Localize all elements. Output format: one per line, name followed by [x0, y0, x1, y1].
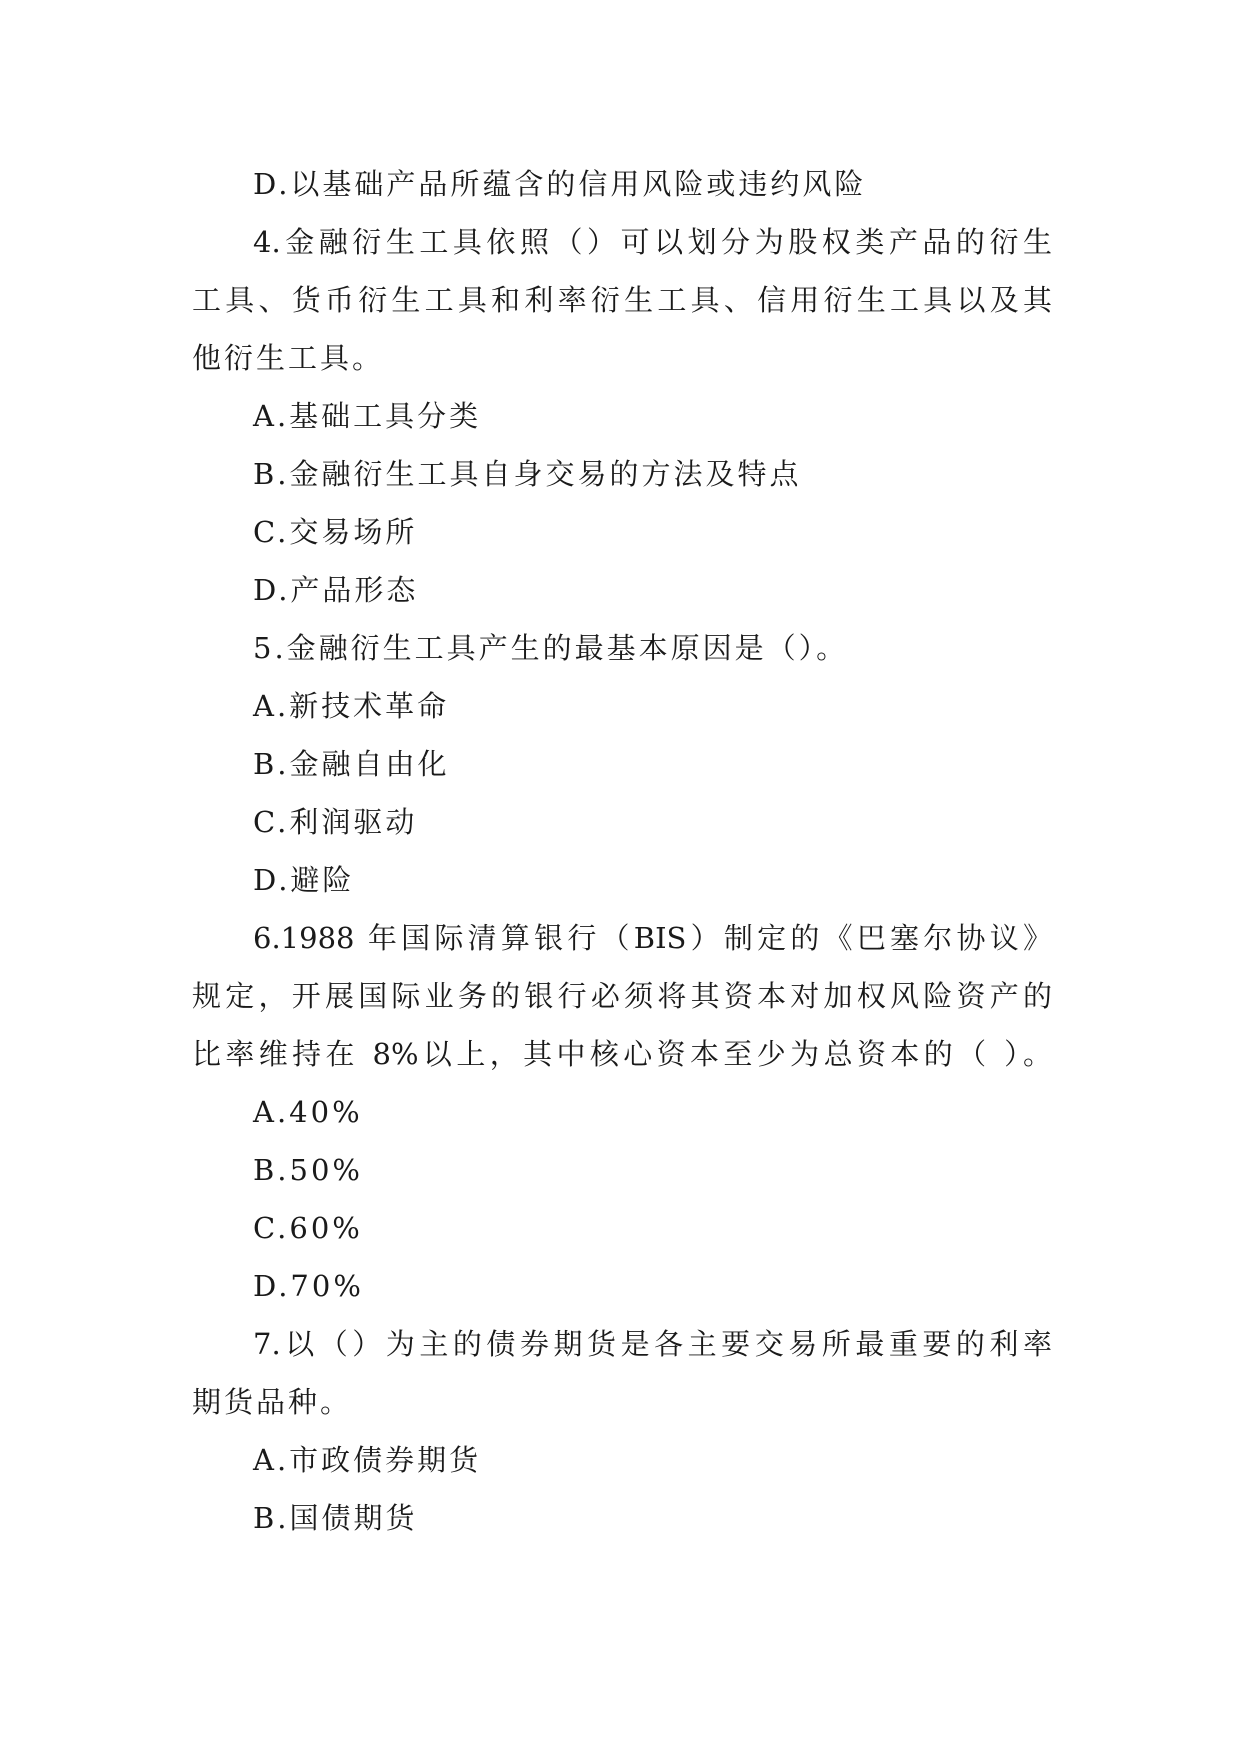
- option-line: B.金融自由化: [253, 747, 450, 781]
- question-line: 7.以（）为主的债券期货是各主要交易所最重要的利率: [253, 1327, 1052, 1361]
- option-line: A.基础工具分类: [253, 399, 482, 433]
- option-line: D.避险: [253, 863, 355, 897]
- option-line: B.50%: [253, 1153, 363, 1187]
- question-line: 6.1988 年国际清算银行（BIS）制定的《巴塞尔协议》: [253, 921, 1052, 955]
- option-line: D.以基础产品所蕴含的信用风险或违约风险: [253, 167, 867, 201]
- option-line: B.国债期货: [253, 1501, 418, 1535]
- option-line: A.市政债券期货: [253, 1443, 482, 1477]
- option-line: D.产品形态: [253, 573, 419, 607]
- question-line: 4.金融衍生工具依照（）可以划分为股权类产品的衍生: [253, 225, 1052, 259]
- option-line: C.交易场所: [253, 515, 418, 549]
- question-line: 5.金融衍生工具产生的最基本原因是（）。: [253, 631, 849, 665]
- question-line: 期货品种。: [192, 1385, 353, 1419]
- question-line: 他衍生工具。: [192, 341, 385, 375]
- question-line: 工具、货币衍生工具和利率衍生工具、信用衍生工具以及其: [192, 283, 1052, 317]
- option-line: A.40%: [253, 1095, 363, 1129]
- option-line: C.利润驱动: [253, 805, 418, 839]
- option-line: B.金融衍生工具自身交易的方法及特点: [253, 457, 802, 491]
- option-line: D.70%: [253, 1269, 364, 1303]
- question-line: 规定，开展国际业务的银行必须将其资本对加权风险资产的: [192, 979, 1052, 1013]
- question-line: 比率维持在 8%以上，其中核心资本至少为总资本的（ ）。: [192, 1037, 1052, 1071]
- option-line: A.新技术革命: [253, 689, 450, 723]
- option-line: C.60%: [253, 1211, 363, 1245]
